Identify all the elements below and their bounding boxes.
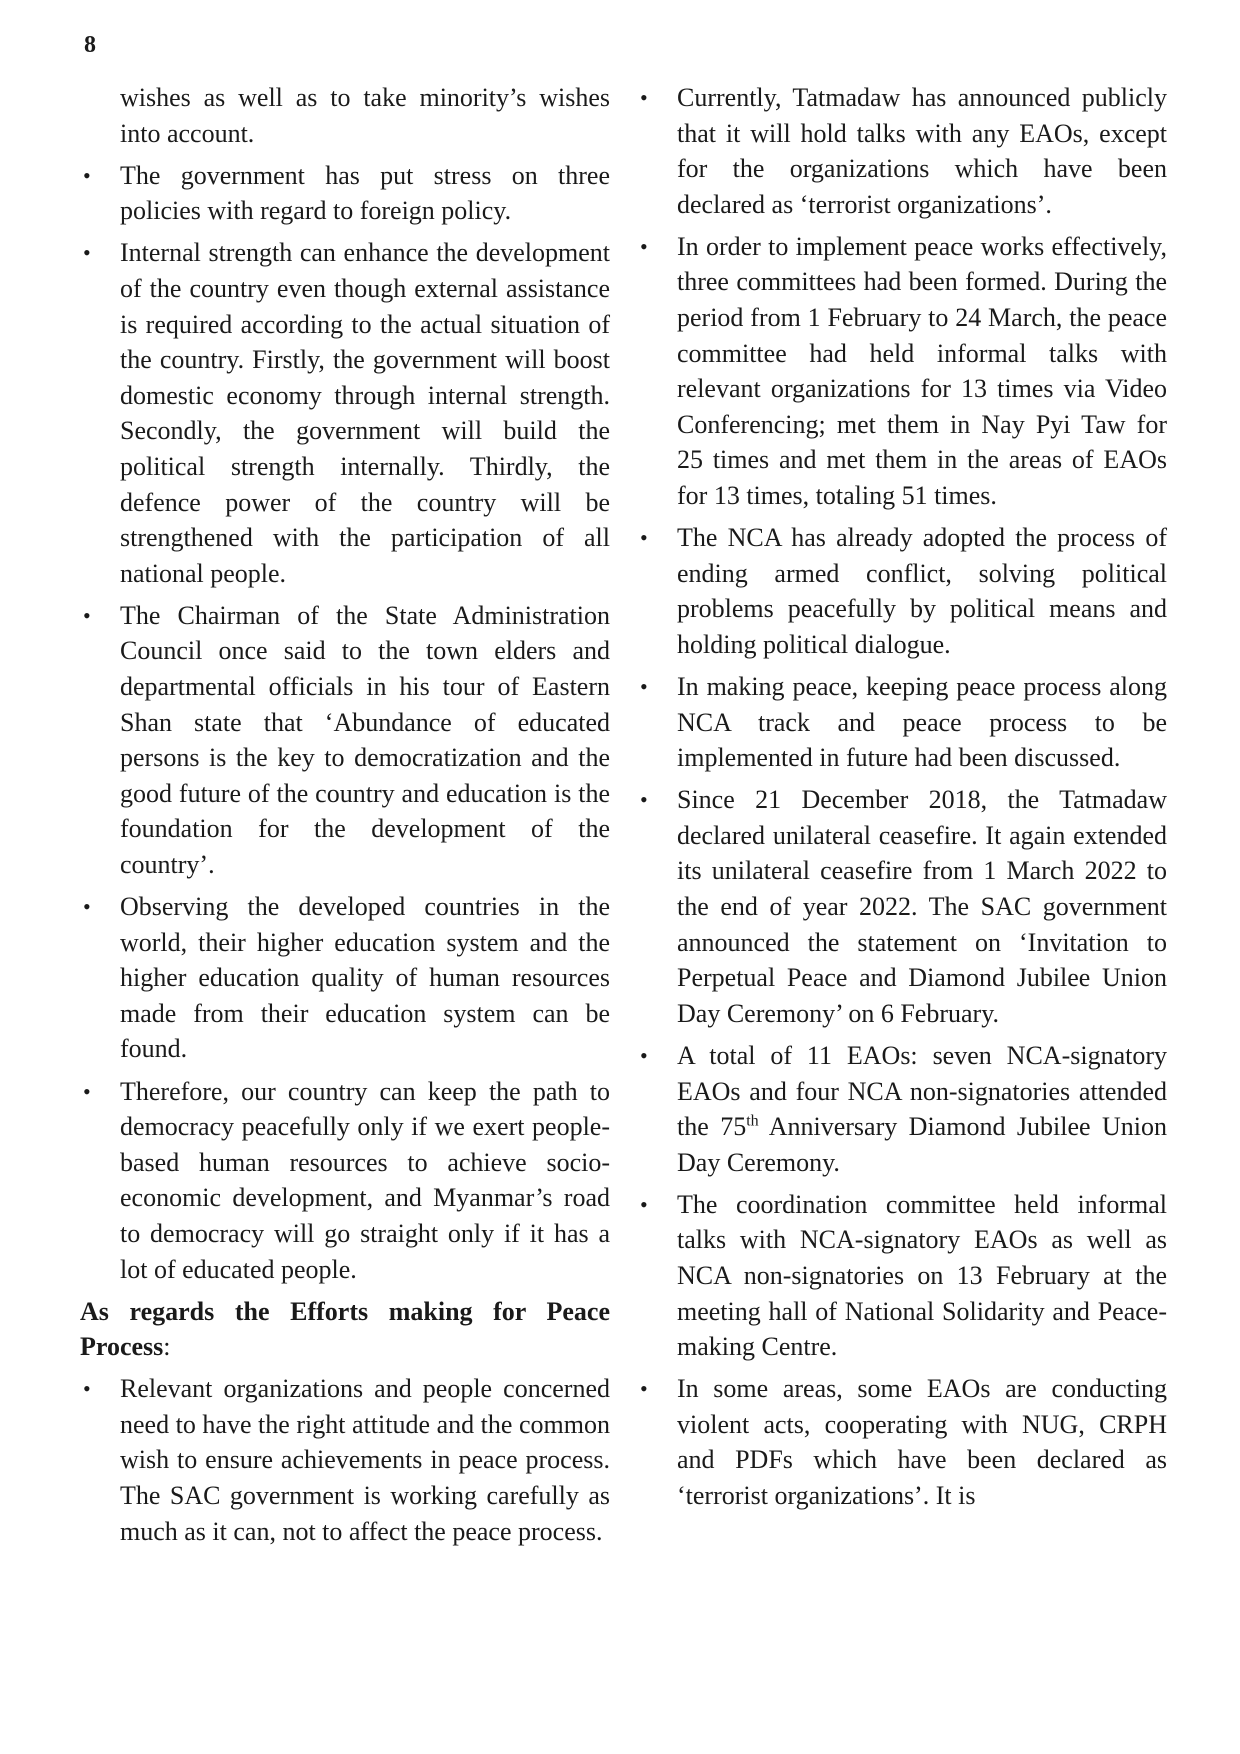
bullet-item-eao-attendance [637, 1038, 1167, 1180]
bullet-item: • Internal strength can enhance the development of the country even though external assistance is required according to the actual situation of the country. Firstly, the government will boost domestic economy through internal strength. Secondly, the government will build the political strength internally. Thirdly, the defence power of the country will be strengthened with the participation of all national people. [80, 235, 610, 591]
section-heading-colon: : [163, 1332, 171, 1362]
bullet-item: • The government has put stress on three policies with regard to foreign policy. [80, 158, 610, 229]
bullet-item: • The Chairman of the State Administration Council once said to the town elders and departmental officials in his tour of Eastern Shan state that ‘Abundance of educated persons is the key to democratization and the good future of the country and education is the foundation for the development of the country’. [80, 598, 610, 883]
right-column [637, 80, 1167, 1520]
eao-text-after: Anniversary Diamond Jubilee Union Day Ceremony. [677, 1112, 1168, 1177]
bullet-item: • Relevant organizations and people concerned need to have the right attitude and the common wish to ensure achievements in peace process. The SAC government is working carefully as much as it can, not to affect the peace process. [80, 1371, 610, 1549]
eao-text-before: A total of 11 EAOs: seven NCA-signatory EAOs and four NCA non-signatories attended the 75 [677, 1040, 1167, 1142]
bullet-item: • Observing the developed countries in the world, their higher education system and the higher education quality of human resources made from their education system can be found. [80, 889, 610, 1067]
bullet-item: • The coordination committee held informal talks with NCA-signatory EAOs as well as NCA non-signatories on 13 February at the meeting hall of National Solidarity and Peace-making Centre. [637, 1187, 1167, 1365]
section-heading [80, 1294, 610, 1365]
bullet-item: • The NCA has already adopted the process of ending armed conflict, solving political problems peacefully by political means and holding political dialogue. [637, 520, 1167, 662]
left-column [80, 80, 610, 1556]
bullet-item: • Currently, Tatmadaw has announced publicly that it will hold talks with any EAOs, except for the organizations which have been declared as ‘terrorist organizations’. [637, 80, 1167, 222]
bullet-item: • In order to implement peace works effectively, three committees had been formed. During the period from 1 February to 24 March, the peace committee had held informal talks with relevant organizations for 13 times via Video Conferencing; met them in Nay Pyi Taw for 25 times and met them in the areas of EAOs for 13 times, totaling 51 times. [637, 229, 1167, 514]
continued-paragraph: wishes as well as to take minority’s wishes into account. [120, 83, 610, 148]
bullet-item: • Since 21 December 2018, the Tatmadaw declared unilateral ceasefire. It again extended its unilateral ceasefire from 1 March 2022 to the end of year 2022. The SAC government announced the statement on ‘Invitation to Perpetual Peace and Diamond Jubilee Union Day Ceremony’ on 6 February. [637, 782, 1167, 1031]
ordinal-superscript: th [746, 1112, 759, 1130]
bullet-item: • In some areas, some EAOs are conducting violent acts, cooperating with NUG, CRPH and PDFs which have been declared as ‘terrorist organizations’. It is [637, 1371, 1167, 1513]
section-heading-text: As regards the Efforts making for Peace Process [80, 1296, 610, 1362]
bullet-item: • Therefore, our country can keep the path to democracy peacefully only if we exert people-based human resources to achieve socio-economic development, and Myanmar’s road to democracy will go straight only if it has a lot of educated people. [80, 1074, 610, 1288]
page-number: 8 [84, 32, 96, 58]
bullet-item: • In making peace, keeping peace process along NCA track and peace process to be implemented in future had been discussed. [637, 669, 1167, 776]
